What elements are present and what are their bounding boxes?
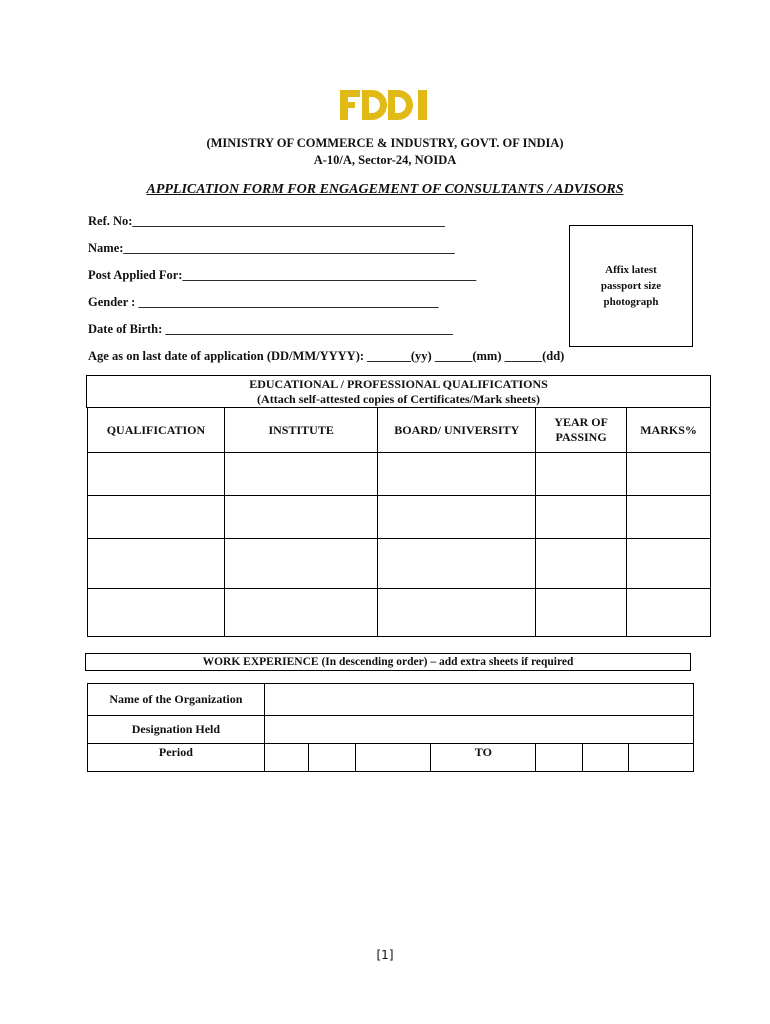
designation-label: Designation Held <box>88 716 265 744</box>
table-cell[interactable] <box>378 539 536 589</box>
designation-row <box>88 716 694 744</box>
table-cell[interactable] <box>88 453 225 496</box>
table-cell[interactable] <box>378 453 536 496</box>
education-header-row <box>88 408 711 453</box>
period-from-month[interactable] <box>308 744 355 772</box>
form-title: APPLICATION FORM FOR ENGAGEMENT OF CONSULTANTS / ADVISORS <box>146 182 624 197</box>
name-field[interactable]: Name:_____________________________________________________ <box>88 241 455 255</box>
work-experience-heading: WORK EXPERIENCE (In descending order) – add extra sheets if required <box>85 653 691 671</box>
table-cell[interactable] <box>627 496 711 539</box>
period-to-year[interactable] <box>629 744 694 772</box>
table-row <box>88 589 711 637</box>
table-cell[interactable] <box>627 589 711 637</box>
dob-field[interactable]: Date of Birth: ______________________________________________ <box>88 322 453 336</box>
organization-label: Name of the Organization <box>88 684 265 716</box>
education-heading-box <box>86 375 711 408</box>
organization-input[interactable] <box>264 684 693 716</box>
work-experience-table <box>87 683 694 772</box>
table-cell[interactable] <box>224 589 378 637</box>
post-applied-field[interactable]: Post Applied For:_______________________________________________ <box>88 268 477 282</box>
period-from-year[interactable] <box>355 744 431 772</box>
table-cell[interactable] <box>627 539 711 589</box>
designation-input[interactable] <box>264 716 693 744</box>
ref-no-field[interactable]: Ref. No:__________________________________________________ <box>88 214 445 228</box>
photo-box: Affix latest passport size photograph <box>569 225 693 347</box>
table-cell[interactable] <box>88 496 225 539</box>
to-label: TO <box>431 744 536 772</box>
table-cell[interactable] <box>224 539 378 589</box>
education-subheading: (Attach self-attested copies of Certificates/Mark sheets) <box>257 392 540 406</box>
col-board-university: BOARD/ UNIVERSITY <box>378 408 536 453</box>
col-marks: MARKS% <box>627 408 711 453</box>
table-cell[interactable] <box>536 589 627 637</box>
period-to-month[interactable] <box>583 744 629 772</box>
ministry-line: (MINISTRY OF COMMERCE & INDUSTRY, GOVT. OF INDIA) <box>206 136 564 150</box>
period-to-day[interactable] <box>536 744 583 772</box>
table-cell[interactable] <box>536 496 627 539</box>
table-cell[interactable] <box>378 589 536 637</box>
table-cell[interactable] <box>224 496 378 539</box>
page-number: [1] <box>376 948 394 962</box>
table-cell[interactable] <box>88 589 225 637</box>
table-row <box>88 453 711 496</box>
address-line: A-10/A, Sector-24, NOIDA <box>313 153 457 167</box>
table-cell[interactable] <box>536 453 627 496</box>
fddi-logo <box>338 88 438 122</box>
col-year-of-passing: YEAR OF PASSING <box>536 408 627 453</box>
table-cell[interactable] <box>88 539 225 589</box>
period-from-day[interactable] <box>264 744 308 772</box>
table-cell[interactable] <box>224 453 378 496</box>
table-row <box>88 496 711 539</box>
table-row <box>88 539 711 589</box>
period-label: Period <box>88 744 265 772</box>
gender-field[interactable]: Gender : ________________________________________________ <box>88 295 439 309</box>
period-row <box>88 744 694 772</box>
table-cell[interactable] <box>627 453 711 496</box>
table-cell[interactable] <box>536 539 627 589</box>
education-heading: EDUCATIONAL / PROFESSIONAL QUALIFICATIONS <box>249 377 548 391</box>
education-table <box>87 407 711 637</box>
col-qualification: QUALIFICATION <box>88 408 225 453</box>
organization-row <box>88 684 694 716</box>
age-field[interactable]: Age as on last date of application (DD/MM/YYYY): _______(yy) ______(mm) ______(dd) <box>88 349 565 363</box>
col-institute: INSTITUTE <box>224 408 378 453</box>
table-cell[interactable] <box>378 496 536 539</box>
